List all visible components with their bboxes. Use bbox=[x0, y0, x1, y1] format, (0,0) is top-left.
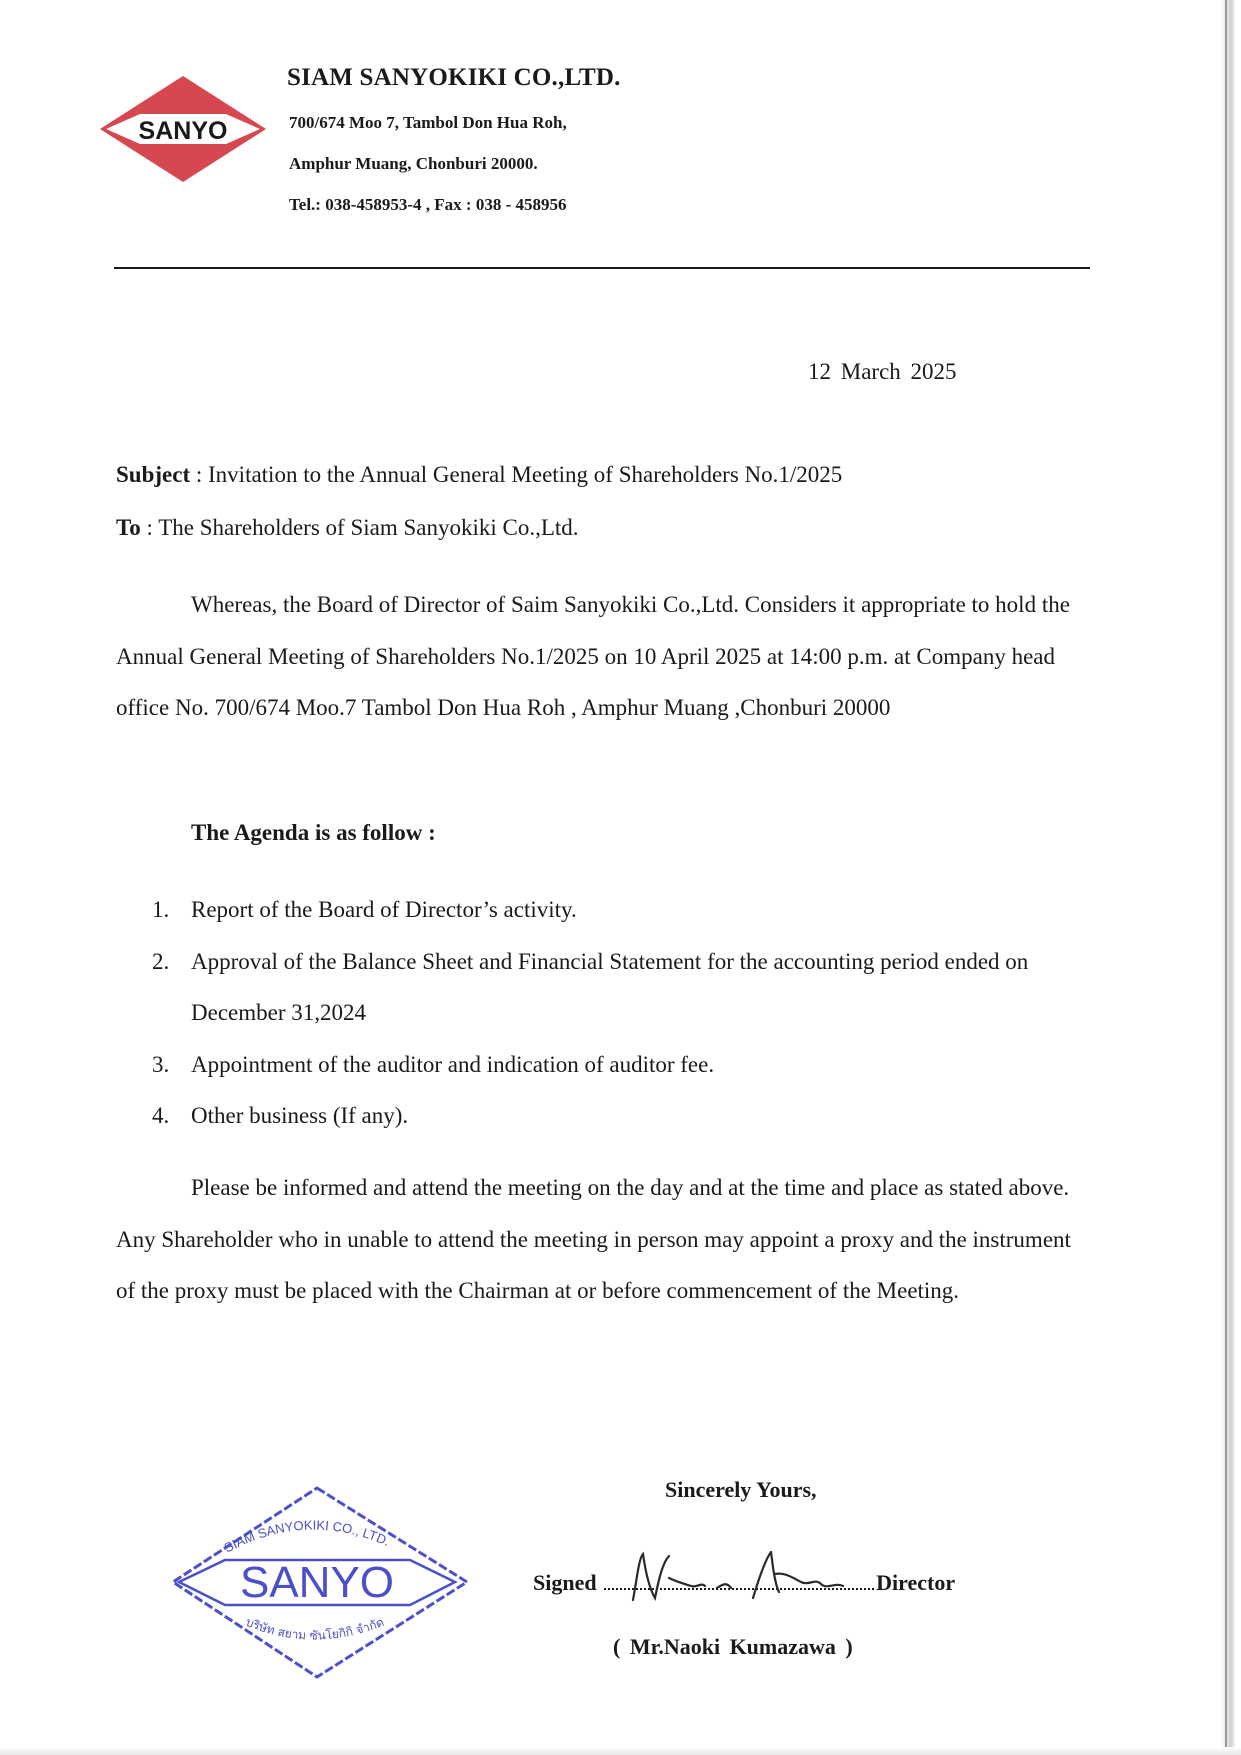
agenda-list bbox=[152, 884, 1082, 1142]
intro-paragraph: Whereas, the Board of Director of Saim Sanyokiki Co.,Ltd. Considers it appropriate to hold the Annual General Meeting of Shareholders No.1/2025 on 10 April 2025 at 14:00 p.m. at Company head office No. 700/674 Moo.7 Tambol Don Hua Roh , Amphur Muang ,Chonburi 20000 bbox=[116, 592, 1070, 720]
closing-paragraph: Please be informed and attend the meeting on the day and at the time and place as stated above. Any Shareholder who in unable to attend the meeting in person may appoint a proxy and the instrument of the proxy must be placed with the Chairman at or before commencement of the Meeting. bbox=[116, 1175, 1071, 1303]
letter-date: 12 March 2025 bbox=[808, 359, 957, 384]
agenda-item-number: 1. bbox=[152, 897, 170, 922]
to-text: : The Shareholders of Siam Sanyokiki Co.,Ltd. bbox=[140, 515, 579, 540]
agenda-item-number: 2. bbox=[152, 948, 170, 974]
letterhead-divider bbox=[114, 267, 1090, 269]
handwritten-signature bbox=[625, 1548, 875, 1608]
sanyo-logo bbox=[100, 76, 266, 182]
agenda-item-number: 3. bbox=[152, 1051, 170, 1077]
subject-line bbox=[116, 462, 842, 488]
agenda-item-number: 4. bbox=[152, 1103, 170, 1128]
signer-name: ( Mr.Naoki Kumazawa ) bbox=[613, 1634, 853, 1659]
sincerely-yours: Sincerely Yours, bbox=[665, 1477, 817, 1502]
company-stamp bbox=[165, 1485, 470, 1680]
agenda-item-text: Appointment of the auditor and indication of auditor fee. bbox=[191, 1051, 715, 1077]
scan-edge-line bbox=[1225, 0, 1227, 1755]
stamp-bottom-text: บริษัท สยาม ซันโยกิกิ จำกัด bbox=[243, 1614, 386, 1643]
agenda-item-text: Report of the Board of Director’s activity. bbox=[191, 897, 577, 922]
agenda-item-text: Approval of the Balance Sheet and Financial Statement for the accounting period ended on December 31,2024 bbox=[191, 948, 1029, 1025]
agenda-item bbox=[152, 884, 1082, 936]
address-line-1: 700/674 Moo 7, Tambol Don Hua Roh, bbox=[289, 113, 567, 132]
scan-bottom-edge bbox=[0, 1747, 1241, 1755]
agenda-heading: The Agenda is as follow : bbox=[191, 820, 436, 845]
stamp-center-text: SANYO bbox=[239, 1558, 395, 1607]
svg-text:SIAM SANYOKIKI CO., LTD. bbox=[222, 1517, 393, 1555]
scan-edge-shadow bbox=[1221, 0, 1235, 1755]
agenda-item bbox=[152, 1039, 1082, 1091]
to-label: To bbox=[116, 515, 141, 540]
subject-text: : Invitation to the Annual General Meeting of Shareholders No.1/2025 bbox=[190, 462, 843, 487]
signer-title: Director bbox=[876, 1570, 956, 1595]
company-name: SIAM SANYOKIKI CO.,LTD. bbox=[287, 64, 621, 91]
address-line-2: Amphur Muang, Chonburi 20000. bbox=[289, 154, 538, 173]
subject-label: Subject bbox=[116, 462, 191, 487]
contact-line: Tel.: 038-458953-4 , Fax : 038 - 458956 bbox=[289, 195, 567, 214]
agenda-item bbox=[152, 936, 1082, 1039]
logo-text: SANYO bbox=[138, 117, 228, 145]
agenda-item bbox=[152, 1090, 1082, 1142]
to-line bbox=[116, 515, 579, 541]
svg-text:บริษัท สยาม ซันโยกิกิ จำกัด bbox=[244, 1615, 386, 1643]
agenda-item-text: Other business (If any). bbox=[191, 1103, 409, 1128]
signed-label: Signed bbox=[533, 1570, 597, 1595]
stamp-top-text: SIAM SANYOKIKI CO., LTD. bbox=[221, 1517, 393, 1556]
